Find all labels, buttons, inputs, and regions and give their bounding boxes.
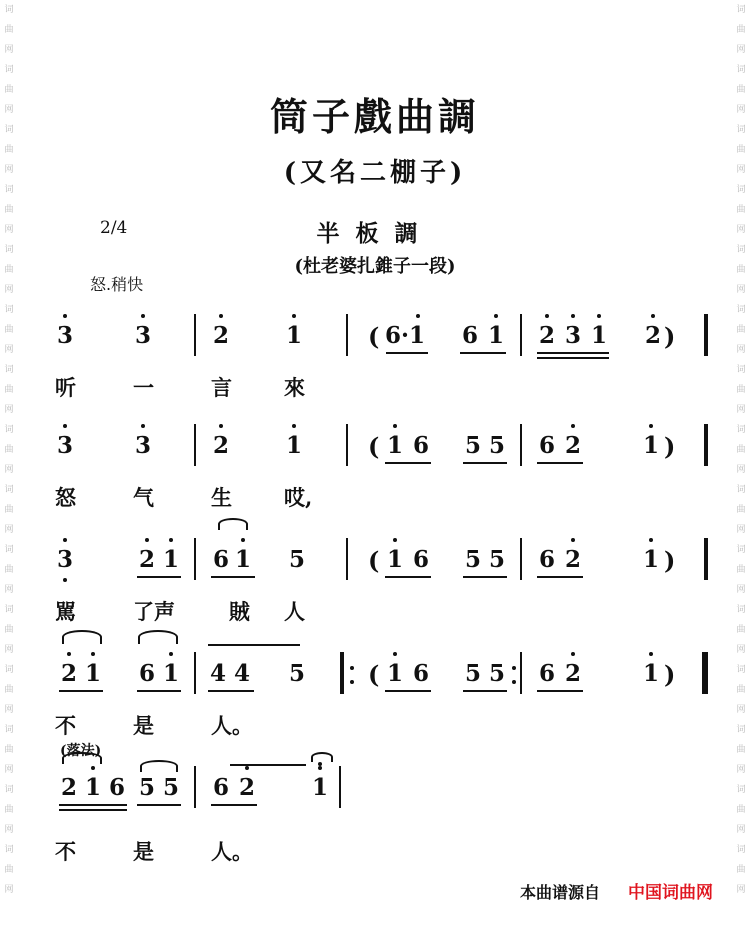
octave-dot <box>571 314 575 318</box>
beat-underline <box>537 462 583 464</box>
octave-dot <box>393 652 397 656</box>
beat-underline <box>537 576 583 578</box>
beat-underline <box>208 690 254 692</box>
beat-underline <box>137 576 181 578</box>
score-row-1 <box>0 314 750 364</box>
watermark-char: 词 <box>4 845 14 855</box>
slur <box>138 630 178 644</box>
octave-dot <box>63 538 67 542</box>
watermark-char: 曲 <box>4 85 14 95</box>
watermark-char: 词 <box>4 485 14 495</box>
watermark-char: 词 <box>736 425 746 435</box>
watermark-char: 网 <box>4 285 14 295</box>
watermark-char: 网 <box>4 765 14 775</box>
watermark-char: 曲 <box>4 625 14 635</box>
note: 6 <box>412 546 429 573</box>
watermark-char: 网 <box>4 405 14 415</box>
watermark-char: 词 <box>736 545 746 555</box>
bar-line <box>520 424 522 466</box>
watermark-char: 词 <box>736 65 746 75</box>
watermark-char: 网 <box>736 285 746 295</box>
note: 6 <box>412 432 429 459</box>
watermark-char: 网 <box>736 705 746 715</box>
note: 1 <box>162 546 179 573</box>
watermark-char: 词 <box>736 5 746 15</box>
note: 1 <box>285 322 302 349</box>
watermark-char: 词 <box>4 185 14 195</box>
beat-underline <box>537 690 583 692</box>
lyric: 人。 <box>211 839 253 864</box>
watermark-char: 曲 <box>4 685 14 695</box>
octave-dot <box>318 766 322 770</box>
watermark-char: 网 <box>736 105 746 115</box>
watermark-char: 曲 <box>4 145 14 155</box>
watermark-char: 网 <box>736 345 746 355</box>
watermark-char: 曲 <box>736 805 746 815</box>
watermark-char: 曲 <box>4 25 14 35</box>
watermark-char: 曲 <box>4 385 14 395</box>
watermark-char: 曲 <box>736 385 746 395</box>
note: 1 <box>642 546 659 573</box>
footer-source-label: 本曲谱源自 <box>520 883 601 902</box>
lyric: 是 <box>133 713 154 738</box>
bar-line <box>704 314 708 356</box>
lyric: 言 <box>211 375 232 400</box>
beat-underline <box>385 690 431 692</box>
watermark-char: 网 <box>4 105 14 115</box>
watermark-char: 词 <box>4 305 14 315</box>
watermark-char: 曲 <box>736 505 746 515</box>
score-row-3 <box>0 538 750 588</box>
bar-line <box>520 652 522 694</box>
paren-close: ) <box>664 432 676 461</box>
octave-dot <box>416 314 420 318</box>
note: 1 <box>162 660 179 687</box>
beat-underline <box>137 690 181 692</box>
watermark-char: 曲 <box>736 865 746 875</box>
octave-dot <box>245 766 249 770</box>
octave-dot <box>67 652 71 656</box>
octave-dot <box>63 578 67 582</box>
watermark-char: 词 <box>736 485 746 495</box>
lyrics-row-3 <box>0 596 750 626</box>
beat-underline <box>211 576 255 578</box>
watermark-char: 词 <box>736 725 746 735</box>
watermark-char: 词 <box>736 245 746 255</box>
watermark-char: 网 <box>4 225 14 235</box>
paren-close: ) <box>664 322 676 351</box>
beat-underline <box>385 462 431 464</box>
beat-underline <box>463 462 507 464</box>
bar-line <box>194 314 196 356</box>
watermark-char: 词 <box>736 605 746 615</box>
lyric: 來 <box>284 375 305 400</box>
lyric: 駡 <box>55 599 76 624</box>
watermark-char: 网 <box>4 585 14 595</box>
watermark-char: 曲 <box>4 865 14 875</box>
note: 1 <box>234 546 251 573</box>
note: 2 <box>60 660 77 687</box>
octave-dot <box>649 538 653 542</box>
lyrics-row-5 <box>0 836 750 866</box>
octave-dot <box>571 652 575 656</box>
watermark-char: 曲 <box>736 445 746 455</box>
bar-line <box>702 652 708 694</box>
watermark-char: 网 <box>736 405 746 415</box>
note: 1 <box>487 322 504 349</box>
watermark-char: 曲 <box>736 205 746 215</box>
octave-dot <box>63 314 67 318</box>
note: 2 <box>238 774 255 801</box>
beat-underline <box>537 357 609 359</box>
watermark-char: 词 <box>736 785 746 795</box>
octave-dot <box>649 424 653 428</box>
watermark-char: 网 <box>4 345 14 355</box>
watermark-char: 网 <box>736 525 746 535</box>
section-title: 半板調 <box>316 220 434 247</box>
lyric: 是 <box>133 839 154 864</box>
lyric: 了声 <box>133 599 175 624</box>
note: 1 <box>386 660 403 687</box>
note: 1 <box>642 432 659 459</box>
watermark-char: 网 <box>4 165 14 175</box>
octave-dot <box>545 314 549 318</box>
note: 1 <box>285 432 302 459</box>
tie-line <box>230 764 306 766</box>
note: 5 <box>488 660 505 687</box>
note: 6 <box>108 774 125 801</box>
beat-underline <box>59 804 127 806</box>
octave-dot <box>649 652 653 656</box>
paren-open: ( <box>368 432 380 461</box>
slur <box>62 752 102 764</box>
note: 3 <box>56 322 73 349</box>
note: 6 <box>461 322 478 349</box>
paren-close: ) <box>664 660 676 689</box>
watermark-char: 网 <box>736 465 746 475</box>
ending-marking: (落法) <box>60 743 102 759</box>
slur <box>140 760 178 772</box>
watermark-char: 词 <box>4 245 14 255</box>
watermark-char: 词 <box>4 125 14 135</box>
watermark-char: 网 <box>736 165 746 175</box>
octave-dot <box>241 538 245 542</box>
watermark-char: 网 <box>4 645 14 655</box>
note: 3 <box>56 546 73 573</box>
note: 2 <box>60 774 77 801</box>
watermark-char: 词 <box>736 305 746 315</box>
time-signature: 2/4 <box>100 218 128 238</box>
tempo-marking: 怒.稍快 <box>90 275 144 294</box>
lyric: 賊 <box>229 599 250 624</box>
octave-dot <box>169 538 173 542</box>
note: 6 <box>538 660 555 687</box>
watermark-char: 词 <box>4 725 14 735</box>
bar-line <box>704 424 708 466</box>
octave-dot <box>292 424 296 428</box>
watermark-char: 曲 <box>4 565 14 575</box>
note: 3 <box>134 322 151 349</box>
beat-underline <box>59 809 127 811</box>
repeat-dot <box>512 680 516 684</box>
note: 1 <box>386 432 403 459</box>
beat-underline <box>385 576 431 578</box>
bar-line <box>520 314 522 356</box>
scene-title: (杜老婆扎錐子一段) <box>294 256 456 277</box>
note: 2 <box>564 546 581 573</box>
watermark-char: 曲 <box>736 745 746 755</box>
note: 6·1 <box>384 322 425 349</box>
lyric: 不 <box>55 839 76 864</box>
watermark-char: 曲 <box>736 145 746 155</box>
watermark-char: 网 <box>736 885 746 895</box>
beat-underline <box>59 690 103 692</box>
note: 1 <box>590 322 607 349</box>
watermark-char: 词 <box>736 125 746 135</box>
bar-line <box>339 766 341 808</box>
paren-open: ( <box>368 660 380 689</box>
note: 5 <box>488 432 505 459</box>
score-row-4 <box>0 652 750 702</box>
octave-dot <box>597 314 601 318</box>
watermark-char: 曲 <box>4 745 14 755</box>
octave-dot <box>393 538 397 542</box>
watermark-char: 网 <box>4 825 14 835</box>
note: 3 <box>56 432 73 459</box>
watermark-char: 曲 <box>736 325 746 335</box>
octave-dot <box>571 538 575 542</box>
watermark-char: 曲 <box>4 505 14 515</box>
watermark-char: 网 <box>736 225 746 235</box>
bar-line <box>346 424 348 466</box>
note: 5 <box>464 660 481 687</box>
note: 1 <box>84 774 101 801</box>
watermark-char: 曲 <box>4 805 14 815</box>
octave-dot <box>91 766 95 770</box>
watermark-char: 网 <box>4 465 14 475</box>
score-row-5 <box>0 766 750 816</box>
watermark-char: 网 <box>736 825 746 835</box>
lyric: 人 <box>284 599 305 624</box>
watermark-char: 词 <box>736 845 746 855</box>
watermark-char: 词 <box>736 365 746 375</box>
watermark-char: 网 <box>736 645 746 655</box>
watermark-char: 词 <box>4 425 14 435</box>
lyrics-row-1 <box>0 372 750 402</box>
watermark-char: 网 <box>4 45 14 55</box>
note: 5 <box>488 546 505 573</box>
bar-line <box>194 652 196 694</box>
watermark-char: 曲 <box>736 625 746 635</box>
note: 1 <box>386 546 403 573</box>
octave-dot <box>219 424 223 428</box>
paren-open: ( <box>368 546 380 575</box>
note: 3 <box>564 322 581 349</box>
note: 6 <box>138 660 155 687</box>
note: 1 <box>311 774 328 801</box>
watermark-char: 网 <box>736 45 746 55</box>
watermark-char: 网 <box>4 525 14 535</box>
octave-dot <box>91 652 95 656</box>
lyric: 哎, <box>284 485 313 510</box>
note: 5 <box>288 546 305 573</box>
watermark-char: 词 <box>4 785 14 795</box>
song-subtitle: (又名二棚子) <box>283 158 467 188</box>
octave-dot <box>571 424 575 428</box>
bar-line <box>346 314 348 356</box>
note: 1 <box>84 660 101 687</box>
lyrics-row-2 <box>0 482 750 512</box>
note: 2 <box>538 322 555 349</box>
octave-dot <box>63 424 67 428</box>
watermark-char: 曲 <box>736 565 746 575</box>
repeat-bar <box>340 652 344 694</box>
note: 2 <box>212 432 229 459</box>
score-row-2 <box>0 424 750 474</box>
note: 5 <box>138 774 155 801</box>
footer-source-site[interactable]: 中国词曲网 <box>628 883 713 903</box>
note: 5 <box>162 774 179 801</box>
note: 1 <box>642 660 659 687</box>
repeat-dot <box>512 666 516 670</box>
watermark-char: 曲 <box>736 685 746 695</box>
lyric: 生 <box>211 485 232 510</box>
bar-line <box>346 538 348 580</box>
watermark-char: 词 <box>4 5 14 15</box>
fermata <box>311 752 333 762</box>
note: 3 <box>134 432 151 459</box>
note: 2 <box>564 660 581 687</box>
watermark-char: 曲 <box>4 445 14 455</box>
note: 5 <box>288 660 305 687</box>
octave-dot <box>494 314 498 318</box>
beat-underline <box>463 690 507 692</box>
tie-line <box>208 644 300 646</box>
beat-underline <box>137 804 181 806</box>
watermark-char: 曲 <box>4 265 14 275</box>
watermark-char: 词 <box>4 605 14 615</box>
watermark-char: 曲 <box>4 325 14 335</box>
song-title: 筒子戲曲調 <box>269 94 480 139</box>
watermark-char: 曲 <box>736 85 746 95</box>
note: 6 <box>538 546 555 573</box>
watermark-char: 网 <box>4 705 14 715</box>
watermark-char: 词 <box>4 665 14 675</box>
lyric: 人。 <box>211 713 253 738</box>
lyrics-row-4 <box>0 710 750 740</box>
slur <box>62 630 102 644</box>
watermark-char: 词 <box>4 65 14 75</box>
bar-line <box>194 538 196 580</box>
watermark-char: 曲 <box>4 205 14 215</box>
slur <box>218 518 248 530</box>
beat-underline <box>460 352 506 354</box>
note: 6 <box>212 546 229 573</box>
beat-underline <box>386 352 428 354</box>
note: 5 <box>464 432 481 459</box>
watermark-char: 网 <box>736 585 746 595</box>
note: 6 <box>412 660 429 687</box>
note: 2 <box>138 546 155 573</box>
repeat-dot <box>350 666 354 670</box>
watermark-char: 网 <box>4 885 14 895</box>
lyric: 怒 <box>55 485 76 510</box>
note: 2 <box>212 322 229 349</box>
beat-underline <box>537 352 609 354</box>
paren-open: ( <box>368 322 380 351</box>
beat-underline <box>463 576 507 578</box>
watermark-char: 曲 <box>736 265 746 275</box>
octave-dot <box>145 538 149 542</box>
note: 2 <box>644 322 661 349</box>
note: 6 <box>212 774 229 801</box>
octave-dot <box>141 424 145 428</box>
watermark-char: 词 <box>736 665 746 675</box>
bar-line <box>194 424 196 466</box>
bar-line <box>194 766 196 808</box>
paren-close: ) <box>664 546 676 575</box>
lyric: 听 <box>55 375 76 400</box>
note: 2 <box>564 432 581 459</box>
octave-dot <box>292 314 296 318</box>
note: 6 <box>538 432 555 459</box>
watermark-char: 曲 <box>736 25 746 35</box>
bar-line <box>704 538 708 580</box>
beat-underline <box>211 804 257 806</box>
bar-line <box>520 538 522 580</box>
lyric: 一 <box>133 375 154 400</box>
watermark-char: 词 <box>736 185 746 195</box>
octave-dot <box>651 314 655 318</box>
octave-dot <box>219 314 223 318</box>
note: 4 <box>209 660 226 687</box>
octave-dot <box>393 424 397 428</box>
octave-dot <box>169 652 173 656</box>
octave-dot <box>141 314 145 318</box>
repeat-dot <box>350 680 354 684</box>
watermark-char: 网 <box>736 765 746 775</box>
lyric: 不 <box>55 713 76 738</box>
watermark-char: 词 <box>4 545 14 555</box>
note: 4 <box>233 660 250 687</box>
note: 5 <box>464 546 481 573</box>
watermark-char: 词 <box>4 365 14 375</box>
lyric: 气 <box>133 485 154 510</box>
